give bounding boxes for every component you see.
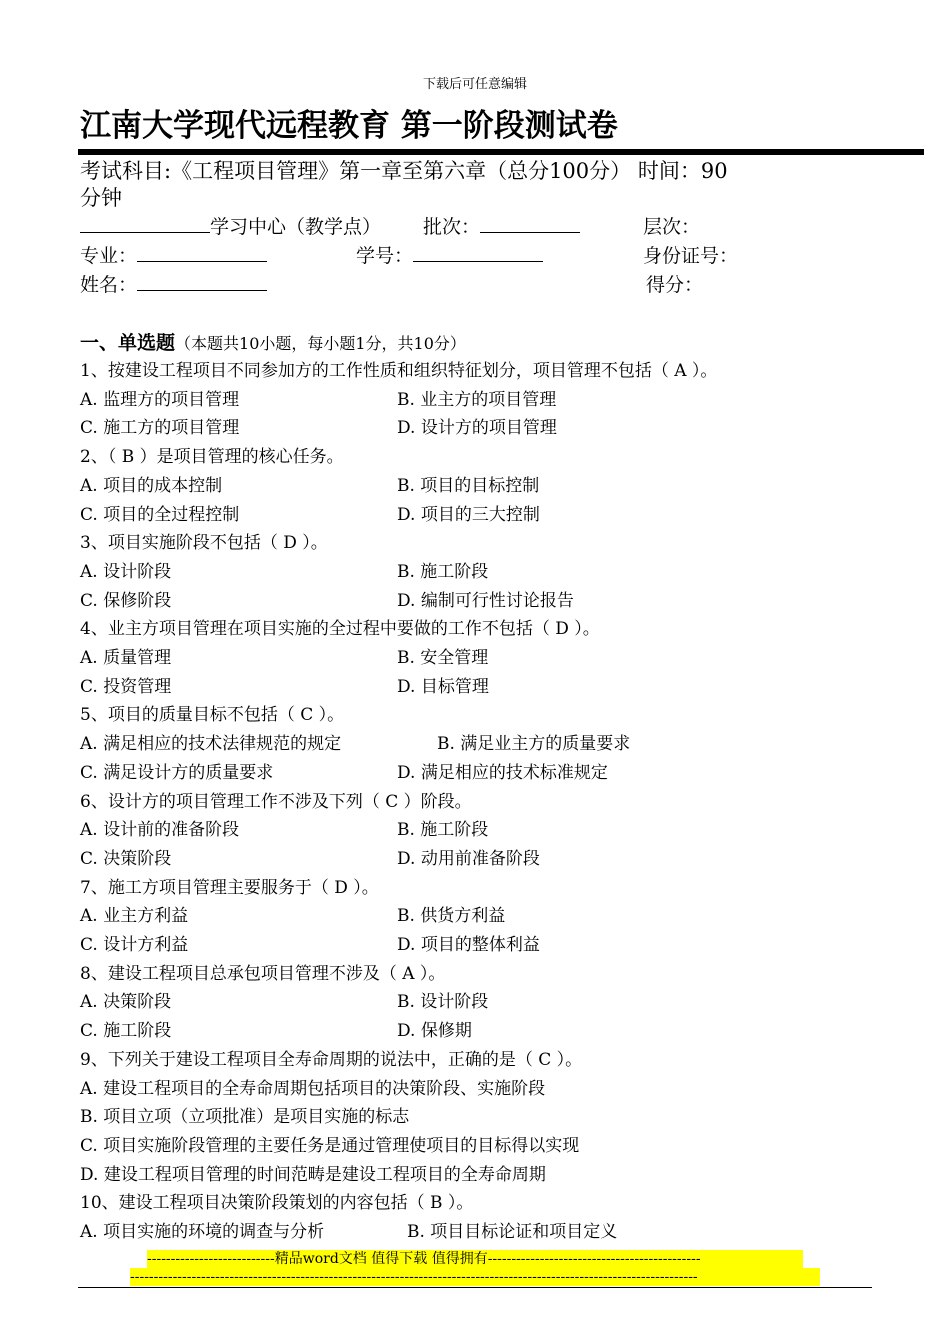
learning-center-blank[interactable] (80, 214, 210, 233)
name-field (80, 270, 267, 297)
option-left: C. 满足设计方的质量要求 (80, 763, 274, 783)
option-right: B. 供货方利益 (397, 906, 506, 926)
option-left: A. 业主方利益 (80, 906, 189, 926)
batch-field (423, 212, 580, 239)
name-label: 姓名： (80, 274, 138, 296)
option-left: A. 项目的成本控制 (80, 476, 223, 496)
option-right: D. 保修期 (397, 1021, 472, 1041)
question-line: 6、设计方的项目管理工作不涉及下列（ C ）阶段。 (80, 792, 472, 812)
option-left: A. 满足相应的技术法律规范的规定 (80, 734, 342, 754)
learning-center-label: 学习中心（教学点） (210, 216, 382, 238)
question-line: 2、（ B ）是项目管理的核心任务。 (80, 447, 344, 467)
question-line: B. 项目立项（立项批准）是项目实施的标志 (80, 1107, 410, 1127)
id-no-label: 身份证号： (643, 245, 739, 267)
question-line: 4、业主方项目管理在项目实施的全过程中要做的工作不包括（ D ）。 (80, 619, 600, 639)
option-left: A. 设计阶段 (80, 562, 172, 582)
option-right: B. 安全管理 (397, 648, 489, 668)
major-field (80, 241, 267, 268)
level-label: 层次： (643, 216, 701, 238)
question-line: 10、建设工程项目决策阶段策划的内容包括（ B ）。 (80, 1193, 474, 1213)
option-left: A. 决策阶段 (80, 992, 172, 1012)
batch-label: 批次： (423, 216, 481, 238)
question-line: 9、下列关于建设工程项目全寿命周期的说法中，正确的是（ C ）。 (80, 1050, 583, 1070)
option-left: C. 施工方的项目管理 (80, 418, 240, 438)
option-left: C. 决策阶段 (80, 849, 172, 869)
major-label: 专业： (80, 245, 138, 267)
question-line: 1、按建设工程项目不同参加方的工作性质和组织特征划分，项目管理不包括（ A ）。 (80, 361, 718, 381)
option-right: B. 施工阶段 (397, 562, 489, 582)
question-line: D. 建设工程项目管理的时间范畴是建设工程项目的全寿命周期 (80, 1165, 546, 1185)
exam-subject-line: 考试科目:《工程项目管理》第一章至第六章（总分100分） 时间：90 (80, 159, 728, 183)
option-left: C. 保修阶段 (80, 591, 172, 611)
top-note: 下载后可任意编辑 (422, 77, 527, 92)
exam-time-unit: 分钟 (80, 186, 122, 210)
option-right: D. 编制可行性讨论报告 (397, 591, 574, 611)
student-no-label: 学号： (356, 245, 414, 267)
option-left: A. 项目实施的环境的调查与分析 (80, 1222, 325, 1242)
student-no-field (356, 241, 543, 268)
option-right: B. 满足业主方的质量要求 (437, 734, 631, 754)
option-left: A. 设计前的准备阶段 (80, 820, 240, 840)
question-line: 7、施工方项目管理主要服务于（ D ）。 (80, 878, 379, 898)
option-left: C. 施工阶段 (80, 1021, 172, 1041)
option-left: A. 监理方的项目管理 (80, 390, 240, 410)
footer-rule (78, 1287, 872, 1288)
footer-banner-bottom: ------------------------------------------------------------------------------------------------------------------------ (130, 1268, 820, 1286)
option-right: B. 施工阶段 (397, 820, 489, 840)
score-label: 得分： (646, 274, 704, 296)
major-blank[interactable] (137, 243, 267, 262)
question-line: C. 项目实施阶段管理的主要任务是通过管理使项目的目标得以实现 (80, 1136, 580, 1156)
page-title: 江南大学现代远程教育 第一阶段测试卷 (80, 108, 618, 144)
option-right: D. 满足相应的技术标准规定 (397, 763, 608, 783)
option-right: B. 项目目标论证和项目定义 (407, 1222, 618, 1242)
section-heading (80, 328, 466, 355)
question-line: 5、项目的质量目标不包括（ C ）。 (80, 705, 345, 725)
learning-center-row (80, 212, 381, 239)
question-line: 3、项目实施阶段不包括（ D ）。 (80, 533, 328, 553)
option-left: C. 项目的全过程控制 (80, 505, 240, 525)
question-line: A. 建设工程项目的全寿命周期包括项目的决策阶段、实施阶段 (80, 1079, 546, 1099)
option-left: C. 投资管理 (80, 677, 172, 697)
section-note: （本题共10小题，每小题1分，共10分） (175, 334, 466, 353)
option-right: B. 设计阶段 (397, 992, 489, 1012)
option-left: A. 质量管理 (80, 648, 172, 668)
question-line: 8、建设工程项目总承包项目管理不涉及（ A ）。 (80, 964, 446, 984)
option-right: D. 项目的整体利益 (397, 935, 540, 955)
option-left: C. 设计方利益 (80, 935, 189, 955)
student-no-blank[interactable] (413, 243, 543, 262)
footer-banner-top: ---------------------------精品word文档 值得下载 值得拥有--------------------------------------------- (147, 1250, 803, 1268)
section-title: 一、单选题 (80, 332, 176, 354)
option-right: D. 项目的三大控制 (397, 505, 540, 525)
option-right: B. 业主方的项目管理 (397, 390, 557, 410)
option-right: D. 动用前准备阶段 (397, 849, 540, 869)
option-right: B. 项目的目标控制 (397, 476, 540, 496)
name-blank[interactable] (137, 272, 267, 291)
option-right: D. 设计方的项目管理 (397, 418, 557, 438)
batch-blank[interactable] (480, 214, 580, 233)
option-right: D. 目标管理 (397, 677, 489, 697)
